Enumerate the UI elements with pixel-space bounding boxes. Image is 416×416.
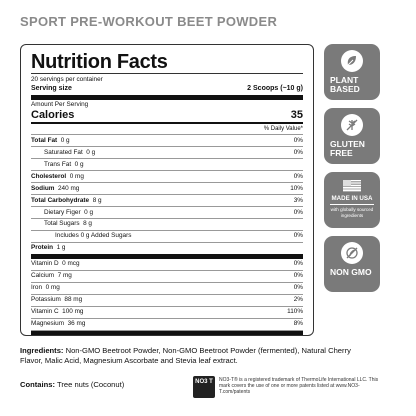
serving-size-label: Serving size [31,85,72,92]
nutrient-daily-value: 0% [293,232,303,240]
nutrient-daily-value: 0% [293,284,303,292]
ingredients-label: Ingredients: [20,346,64,355]
nutrient-amount: 0 mg [69,172,84,180]
nutrient-row [31,219,303,231]
badge-column [324,44,380,300]
nutrient-amount: 88 mg [64,296,83,304]
nutrient-row [31,319,303,331]
nutrient-name-amount [31,308,287,316]
no-gmo-icon [341,242,363,264]
nutrient-name: Sodium [31,184,55,192]
nutrient-row [31,283,303,295]
nutrient-name-amount [55,232,294,240]
nutrient-row [31,195,303,207]
nutrient-amount: 0 g [86,148,96,156]
calories-row [31,109,303,122]
nutrient-name-amount [31,137,294,145]
nutrient-name-amount [44,220,303,228]
ingredients-statement [20,346,360,366]
nutrient-amount: 7 mg [57,272,72,280]
nutrient-daily-value: 0% [293,272,303,280]
ingredients-text: Non-GMO Beetroot Powder, Non-GMO Beetroot Powder (fermented), Natural Cherry Flavor, Malic Acid, Magnesium Ascorbate and Stevia leaf extract. [20,346,351,365]
divider [330,204,374,205]
nutrient-amount: 8 g [83,220,92,228]
nutrient-amount: 1 g [56,244,66,252]
nutrient-daily-value: 10% [290,184,303,192]
nutrient-amount: 100 mg [62,308,84,316]
daily-value-header: % Daily Value* [31,124,303,135]
nutrient-row [31,171,303,183]
badge-gluten-free [324,108,380,164]
nutrient-daily-value: 110% [287,308,303,316]
nutrient-name-amount [44,161,303,169]
calories-label: Calories [31,109,75,121]
divider-thick-bottom [31,331,303,336]
nutrient-row [31,135,303,147]
badge-made-in-usa [324,172,380,228]
badge-non-gmo [324,236,380,292]
nutrient-name-amount [31,185,290,193]
no-wheat-icon [341,114,363,136]
nutrient-name: Vitamin C [31,308,59,316]
nutrient-name: Potassium [31,296,61,304]
serving-size-row [31,84,303,95]
badge-label: MADE IN USA [331,195,373,202]
nutrient-daily-value: 3% [293,196,303,204]
calories-value: 35 [290,109,303,121]
badge-sublabel: with globally sourced ingredients [330,207,374,218]
nutrient-amount: 0 g [60,136,70,144]
nutrient-name: Protein [31,244,54,252]
nutrient-name: Total Fat [31,136,58,144]
nutrient-row [31,159,303,171]
usa-flag-icon [343,180,361,192]
nutrient-daily-value: 2% [293,296,303,304]
nutrient-row [31,271,303,283]
nutrient-name: Cholesterol [31,172,67,180]
nutrient-row [31,295,303,307]
nutrient-name-amount [31,284,294,292]
serving-size-value: 2 Scoops (~10 g) [247,85,303,92]
nutrient-name-amount [31,272,294,280]
nutrient-rows [31,135,303,331]
nutrient-name: Total Sugars [44,220,80,228]
nutrient-name: Calcium [31,272,55,280]
nutrition-facts-heading: Nutrition Facts [31,51,168,73]
amount-per-serving: Amount Per Serving [31,101,89,108]
nutrient-name: Vitamin D [31,260,59,268]
nutrient-amount: 0 g [74,160,84,168]
allergen-statement [20,380,124,390]
nutrient-name-amount [31,244,303,252]
nutrient-name-amount [44,149,294,157]
nutrient-row [31,259,303,271]
nutrient-name: Saturated Fat [44,148,83,156]
nutrient-row [31,147,303,159]
nutrient-amount: 8 g [92,196,102,204]
nutrient-daily-value: 0% [293,172,303,180]
servings-per-container: 20 servings per container [31,76,103,83]
nutrient-amount: 0 mg [45,284,60,292]
nutrient-daily-value: 0% [293,148,303,156]
nutrient-amount: 0 mcg [62,260,80,268]
leaf-icon [341,50,363,72]
nutrient-name: Includes 0 g Added Sugars [55,232,132,240]
nutrient-amount: 0 g [84,208,94,216]
nutrient-name-amount [31,296,294,304]
nutrient-name: Magnesium [31,320,65,328]
nutrient-amount: 240 mg [58,184,80,192]
badge-label: GLUTEN FREE [330,139,365,158]
contains-label: Contains: [20,380,56,389]
nutrient-amount: 36 mg [67,320,86,328]
nutrient-daily-value: 0% [293,208,303,216]
nutrient-daily-value: 8% [293,320,303,328]
nutrient-row [31,307,303,319]
divider-thick [31,95,303,100]
nutrient-row [31,231,303,243]
badge-label: NON GMO [330,267,372,277]
nutrient-row [31,183,303,195]
divider [31,73,303,74]
nutrient-name-amount [31,173,294,181]
badge-plant-based [324,44,380,100]
nutrient-daily-value: 0% [293,136,303,144]
nutrient-name-amount [31,197,294,205]
nutrient-name-amount [31,260,294,268]
product-title: SPORT PRE-WORKOUT BEET POWDER [20,14,278,29]
nutrition-facts-panel [20,44,314,336]
nutrient-daily-value: 0% [293,260,303,268]
nutrient-row [31,243,303,259]
nutrient-name-amount [44,209,294,217]
no3t-logo: NO3 T [193,376,215,398]
badge-label: PLANT BASED [330,75,360,94]
trademark-notice: NO3-T® is a registered trademark of ThermoLife International LLC. This mark covers the use of one or more patents listed at www.NO3-T.com/patents [219,377,379,396]
nutrient-name: Trans Fat [44,160,72,168]
contains-text: Tree nuts (Coconut) [57,380,125,389]
nutrient-name: Iron [31,284,43,292]
nutrient-name: Dietary Figer [44,208,81,216]
nutrient-name-amount [31,320,294,328]
nutrient-row [31,207,303,219]
nutrient-name: Total Carbohydrate [31,196,90,204]
